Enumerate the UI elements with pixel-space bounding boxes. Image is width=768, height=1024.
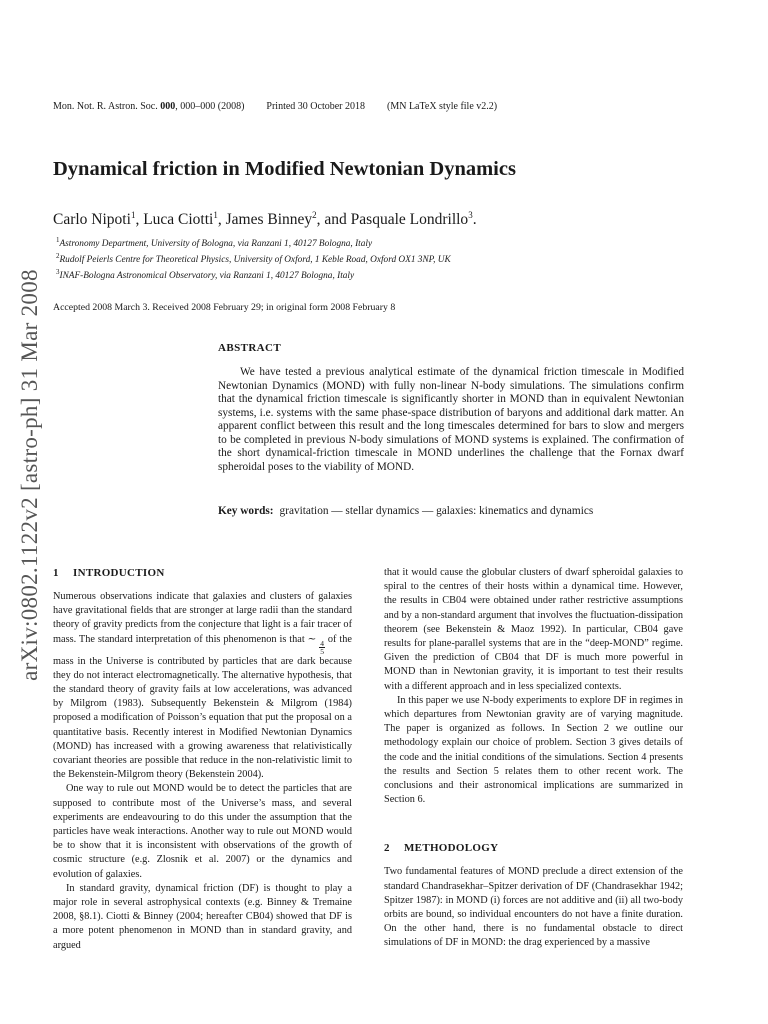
- author-name: Luca Ciotti: [143, 211, 214, 229]
- journal-header: [53, 101, 497, 112]
- left-column: [53, 566, 352, 953]
- section-heading-methodology: [384, 841, 683, 855]
- affiliation-mark: 2: [56, 252, 60, 261]
- accepted-dates: Accepted 2008 March 3. Received 2008 February 29; in original form 2008 February 8: [53, 302, 396, 313]
- intro-paragraph-3-continued: that it would cause the globular clusters of dwarf spheroidal galaxies to spiral to the centres of their hosts within a dynamical time. However, the results in CB04 were obtained under rather restrictive assumptions and by a non-standard argument that involves the fluctuation-dissipation theorem (see Bekenstein & Maoz 1992). In particular, CB04 gave results for plane-parallel systems that are in the “deep-MOND” regime. Given the prediction of CB04 that DF is much more powerful in MOND than in Newtonian gravity, it is important to test their results with a different approach and in less specialized contexts.: [384, 567, 683, 692]
- abstract-heading: ABSTRACT: [218, 342, 282, 354]
- keywords: [218, 505, 593, 517]
- affiliations: [56, 234, 451, 282]
- author-name: Carlo Nipoti: [53, 211, 131, 229]
- author-separator: ,: [217, 211, 226, 229]
- journal-volume: 000: [160, 101, 176, 112]
- affiliation-text: INAF-Bologna Astronomical Observatory, via Ranzani 1, 40127 Bologna, Italy: [59, 271, 355, 282]
- paragraph-text: Numerous observations indicate that galaxies and clusters of galaxies have gravitational fields that are stronger at large radii than the standard theory of gravity predicts from the conjecture that light is a fair tracer of mass. The standard interpretation of this phenomenon is that ∼: [53, 591, 352, 645]
- author-affil-mark: 2: [312, 210, 317, 220]
- style-file: (MN LaTeX style file v2.2): [387, 101, 498, 112]
- fraction-denominator: 5: [320, 646, 324, 656]
- affiliation: [56, 250, 451, 266]
- journal-pages-year: , 000–000 (2008): [175, 101, 245, 112]
- section-title: METHODOLOGY: [404, 842, 499, 855]
- author-name: James Binney: [225, 211, 313, 229]
- affiliation: [56, 234, 451, 250]
- print-date: Printed 30 October 2018: [266, 101, 365, 112]
- paper-title: Dynamical friction in Modified Newtonian Dynamics: [53, 158, 516, 180]
- keywords-text: gravitation — stellar dynamics — galaxies: kinematics and dynamics: [279, 505, 594, 517]
- fraction-numerator: 4: [320, 638, 324, 648]
- intro-paragraph-3: In standard gravity, dynamical friction (DF) is thought to play a major role in several astrophysical contexts (e.g. Binney & Tremaine 2008, §8.1). Ciotti & Binney (2004; hereafter CB04) showed that DF is a more potent phenomenon in MOND than in standard gravity, and argued: [53, 882, 352, 951]
- arxiv-stamp: [4, 240, 56, 710]
- intro-paragraph-1: [53, 590, 352, 782]
- affiliation: [56, 266, 451, 282]
- section-title: INTRODUCTION: [73, 567, 165, 579]
- journal-name: Mon. Not. R. Astron. Soc.: [53, 101, 161, 112]
- intro-paragraph-4: In this paper we use N-body experiments to explore DF in regimes in which departures from Newtonian gravity are of varying magnitude. The paper is organized as follows. In Section 2 we outline our methodology explain our choice of problem. Section 3 gives details of the code and the initial conditions of the simulations. Section 4 presents the results and Section 5 relates them to other recent work. The conclusions and their astronomical implications are summarized in Section 6.: [384, 694, 683, 806]
- author-list: [53, 210, 477, 229]
- paragraph-text: of the mass in the Universe is contributed by particles that are dark because they do not interact electromagnetically. The alternative hypothesis, that the standard theory of gravity fails at low accelerations, was advanced by Milgrom (1983). Subsequently Bekenstein & Milgrom (1984) proposed a modification of Poisson’s equation that put the proposal on a quantitative basis. Recently interest in Modified Newtonian Dynamics (MOND) has increased with a growing awareness that relativistically covariant theories are possible that reduce in the non-relativistic limit to the Bekenstein-Milgrom theory (Bekenstein 2004).: [53, 633, 352, 781]
- author-list-end: .: [472, 211, 477, 229]
- affiliation-text: Astronomy Department, University of Bologna, via Ranzani 1, 40127 Bologna, Italy: [59, 239, 373, 250]
- section-number: 1: [53, 567, 59, 579]
- author-separator: , and: [316, 211, 351, 229]
- keywords-label: Key words:: [218, 505, 274, 517]
- author-affil-mark: 3: [468, 210, 473, 220]
- methodology-paragraph-1: Two fundamental features of MOND preclude a direct extension of the standard Chandrasekhar–Spitzer derivation of DF (Chandrasekhar 1942; Spitzer 1987): in MOND (i) forces are not additive and (ii) all two-body orbits are bound, so individual encounters do not have a finite duration. On the other hand, there is no fundamental obstacle to direct simulations of DF in MOND: the drag experienced by a massive: [384, 866, 683, 949]
- author-affil-mark: 1: [213, 210, 218, 220]
- author-name: Pasquale Londrillo: [350, 211, 469, 229]
- section-heading-introduction: [53, 566, 352, 580]
- right-column: [384, 566, 683, 951]
- author-separator: ,: [135, 211, 144, 229]
- intro-paragraph-2: One way to rule out MOND would be to detect the particles that are supposed to contribute most of the Universe’s mass, and several experiments are endeavouring to do this under the assumption that the particles have weak interactions. Another way to rule out MOND would be to show that it is inconsistent with observations of the growth of cosmic structure (e.g. Zlosnik et al. 2007) or the dynamics and evolution of galaxies.: [53, 783, 352, 880]
- affiliation-mark: 1: [56, 236, 60, 244]
- affiliation-text: Rudolf Peierls Centre for Theoretical Physics, University of Oxford, 1 Keble Road, Oxford OX1 3NP, UK: [59, 255, 451, 266]
- abstract-text: We have tested a previous analytical estimate of the dynamical friction timescale in Modified Newtonian Dynamics (MOND) with fully non-linear N-body simulations. The simulations confirm that the dynamical friction timescale is significantly shorter in MOND than in equivalent Newtonian systems, i.e. systems with the same phase-space distribution of baryons and additional dark matter. An apparent conflict between this result and the long timescales determined for bars to slow and mergers to be completed in previous N-body simulations of MOND systems is explained. The confirmation of the short dynamical-friction timescale in MOND underlines the challenge that the Fornax dwarf spheroidal poses to the viability of MOND.: [218, 366, 684, 473]
- author-affil-mark: 1: [130, 210, 136, 220]
- affiliation-mark: 3: [56, 268, 60, 277]
- arxiv-id: arXiv:0802.1122v2 [astro-ph] 31 Mar 2008: [17, 269, 42, 681]
- section-number: 2: [384, 842, 390, 855]
